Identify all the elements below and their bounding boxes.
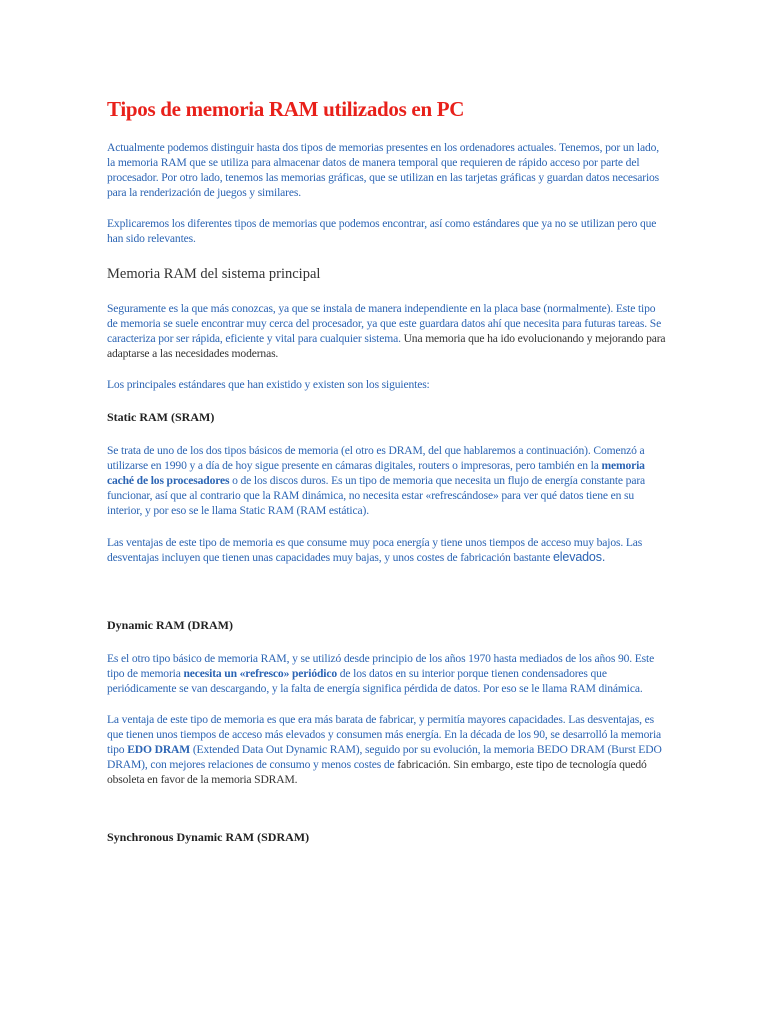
- dram-paragraph-1-text-a: Es el otro tipo básico de memoria RAM, y se utilizó desde principio de los años 1970 hasta mediados de los años 90. Este tipo de memoria: [107, 651, 655, 680]
- sram-paragraph-2-final-word: elevados.: [553, 549, 606, 564]
- section-heading-dram: Dynamic RAM (DRAM): [107, 617, 233, 632]
- dram-paragraph-2-dark-text: fabricación. Sin embargo, este tipo de tecnología quedó obsoleta en favor de la memoria SDRAM.: [107, 758, 647, 787]
- dram-paragraph-2-text-b: (Extended Data Out Dynamic RAM), seguido por su evolución, la memoria BEDO DRAM (Burst EDO DRAM), con mejores relaciones de consumo y menos costes de: [107, 743, 662, 772]
- sram-paragraph-2: [107, 535, 667, 565]
- main-memory-paragraph-2: Los principales estándares que han existido y existen son los siguientes:: [107, 377, 430, 391]
- dram-refresh-bold-text: necesita un «refresco» periódico: [183, 666, 337, 680]
- dram-paragraph-1-text-b: de los datos en su interior porque tienen condensadores que periódicamente se van descargando, y la falta de energía significa pérdida de datos. Por eso se le llama RAM dinámica.: [107, 666, 643, 695]
- section-heading-sram: Static RAM (SRAM): [107, 410, 215, 425]
- dram-paragraph-2: [107, 712, 667, 787]
- dram-edo-bold-text: EDO DRAM: [127, 743, 191, 757]
- sram-cache-link-text: memoria caché de los procesadores: [107, 459, 645, 488]
- main-memory-paragraph-1: [107, 301, 667, 361]
- dram-paragraph-1: [107, 651, 667, 696]
- sram-paragraph-1-text-a: Se trata de uno de los dos tipos básicos de memoria (el otro es DRAM, del que hablaremos a continuación). Comenzó a utilizarse en 1990 y a día de hoy sigue presente en cámaras digitales, routers o impresoras, pero también en la: [107, 444, 645, 473]
- intro-paragraph-2: Explicaremos los diferentes tipos de memorias que podemos encontrar, así como estándares que ya no se utilizan pero que han sido relevantes.: [107, 217, 657, 246]
- intro-paragraph-1: Actualmente podemos distinguir hasta dos tipos de memorias presentes en los ordenadores actuales. Tenemos, por un lado, la memoria RAM que se utiliza para almacenar datos de manera temporal que requieren de rápido acceso por parte del procesador. Por otro lado, tenemos las memorias gráficas, que se utilizan en las tarjetas gráficas y guardan datos necesarios para la renderización de juegos y similares.: [107, 141, 660, 200]
- page-title: Tipos de memoria RAM utilizados en PC: [107, 97, 465, 121]
- section-heading-main-memory: Memoria RAM del sistema principal: [107, 265, 321, 282]
- sram-paragraph-1: [107, 443, 667, 518]
- sram-paragraph-1-text-b: o de los discos duros. Es un tipo de memoria que necesita un flujo de energía constante para funcionar, así que al contrario que la RAM dinámica, no necesita estar «refrescándose» para ver qué datos tiene en su interior, y por eso se le llama Static RAM (RAM estática).: [107, 474, 646, 518]
- sram-paragraph-2-text: Las ventajas de este tipo de memoria es que consume muy poca energía y tiene unos tiempos de acceso muy bajos. Las desventajas incluyen que tienen unas capacidades muy bajas, y unos costes de fabricación bastante: [107, 535, 643, 564]
- document-body: [107, 96, 667, 845]
- dram-paragraph-2-text-a: La ventaja de este tipo de memoria es que era más barata de fabricar, y permitía mayores capacidades. Las desventajas, es que tienen unos tiempos de acceso más elevados y consumen más energía. En la década de los 90, se desarrolló la memoria tipo: [107, 712, 662, 757]
- main-memory-paragraph-1-text: Seguramente es la que más conozcas, ya que se instala de manera independiente en la placa base (normalmente). Este tipo de memoria se suele encontrar muy cerca del procesador, ya que este guardara datos ahí que necesita para futuras tareas. Se caracteriza por ser rápida, eficiente y vital para cualquier sistema.: [107, 301, 662, 345]
- main-memory-paragraph-1-dark-text: Una memoria que ha ido evolucionando y mejorando para adaptarse a las necesidades modernas.: [107, 331, 666, 360]
- section-heading-sdram: Synchronous Dynamic RAM (SDRAM): [107, 830, 310, 845]
